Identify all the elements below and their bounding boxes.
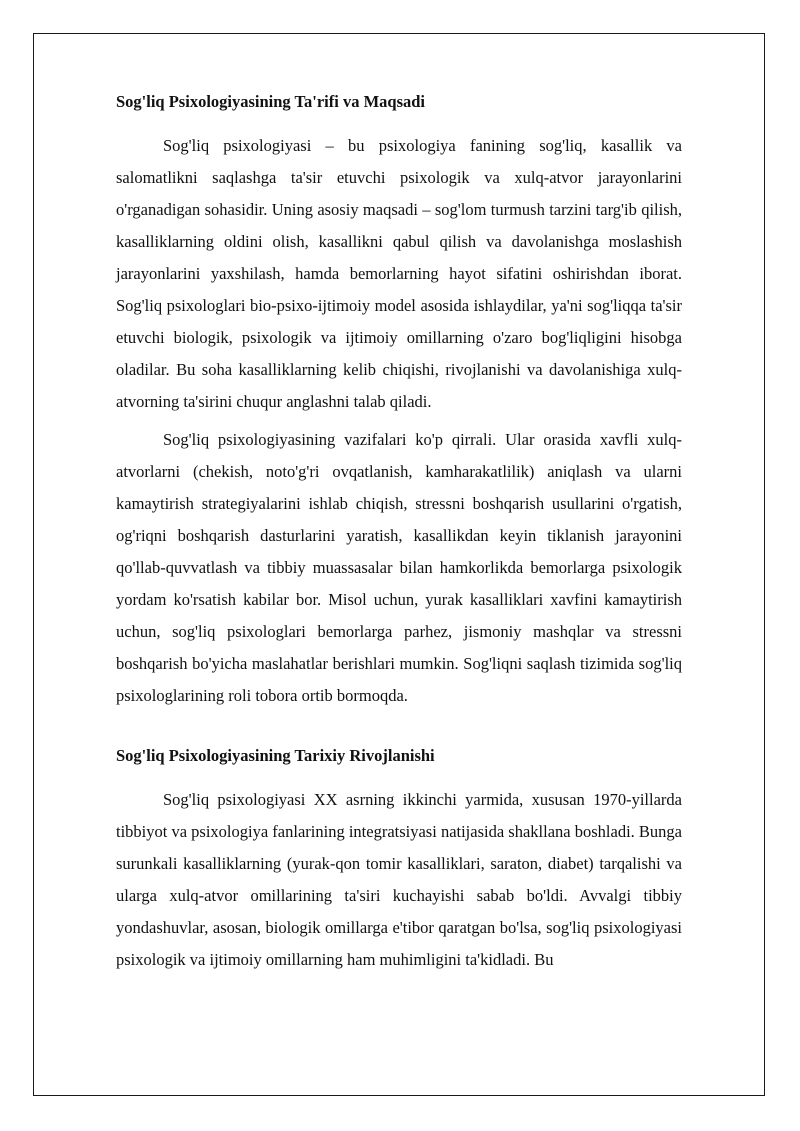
paragraph-definition-1: Sog'liq psixologiyasi – bu psixologiya fanining sog'liq, kasallik va salomatlikni saqlashga ta'sir etuvchi psixologik va xulq-atvor jarayonlarini o'rganadigan sohasidir. Uning asosiy maqsadi – sog'lom turmush tarzini targ'ib qilish, kasalliklarning oldini olish, kasallikni qabul qilish va davolanishga moslashish jarayonlarini yaxshilash, hamda bemorlarning hayot sifatini oshirishdan iborat. Sog'liq psixologlari bio-psixo-ijtimoiy model asosida ishlaydilar, ya'ni sog'liqqa ta'sir etuvchi biologik, psixologik va ijtimoiy omillarning o'zaro bog'liqligini hisobga oladilar. Bu soha kasalliklarning kelib chiqishi, rivojlanishi va davolanishiga xulq-atvorning ta'sirini chuqur anglashni talab qiladi. [116, 136, 682, 411]
page-frame [33, 33, 765, 1096]
document-body [116, 86, 682, 982]
section-spacer [116, 718, 682, 740]
section-heading-history: Sog'liq Psixologiyasining Tarixiy Rivojlanishi [116, 746, 435, 765]
paragraph-definition-2: Sog'liq psixologiyasining vazifalari ko'p qirrali. Ular orasida xavfli xulq-atvorlarni (chekish, noto'g'ri ovqatlanish, kamharakatlilik) aniqlash va ularni kamaytirish strategiyalarini ishlab chiqish, stressni boshqarish usullarini o'rgatish, og'riqni boshqarish dasturlarini yaratish, kasallikdan keyin tiklanish jarayonini qo'llab-quvvatlash va tibbiy muassasalar bilan hamkorlikda bemorlarga psixologik yordam ko'rsatish kabilar bor. Misol uchun, yurak kasalliklari xavfini kamaytirish uchun, sog'liq psixologlari bemorlarga parhez, jismoniy mashqlar va stressni boshqarish bo'yicha maslahatlar berishlari mumkin. Sog'liqni saqlash tizimida sog'liq psixologlarining roli tobora ortib bormoqda. [116, 430, 682, 705]
section-heading-definition: Sog'liq Psixologiyasining Ta'rifi va Maqsadi [116, 92, 425, 111]
paragraph-history-1: Sog'liq psixologiyasi XX asrning ikkinchi yarmida, xususan 1970-yillarda tibbiyot va psixologiya fanlarining integratsiyasi natijasida shakllana boshladi. Bunga surunkali kasalliklarning (yurak-qon tomir kasalliklari, saraton, diabet) tarqalishi va ularga xulq-atvor omillarining ta'siri kuchayishi sabab bo'ldi. Avvalgi tibbiy yondashuvlar, asosan, biologik omillarga e'tibor qaratgan bo'lsa, sog'liq psixologiyasi psixologik va ijtimoiy omillarning ham muhimligini ta'kidladi. Bu [116, 790, 682, 969]
